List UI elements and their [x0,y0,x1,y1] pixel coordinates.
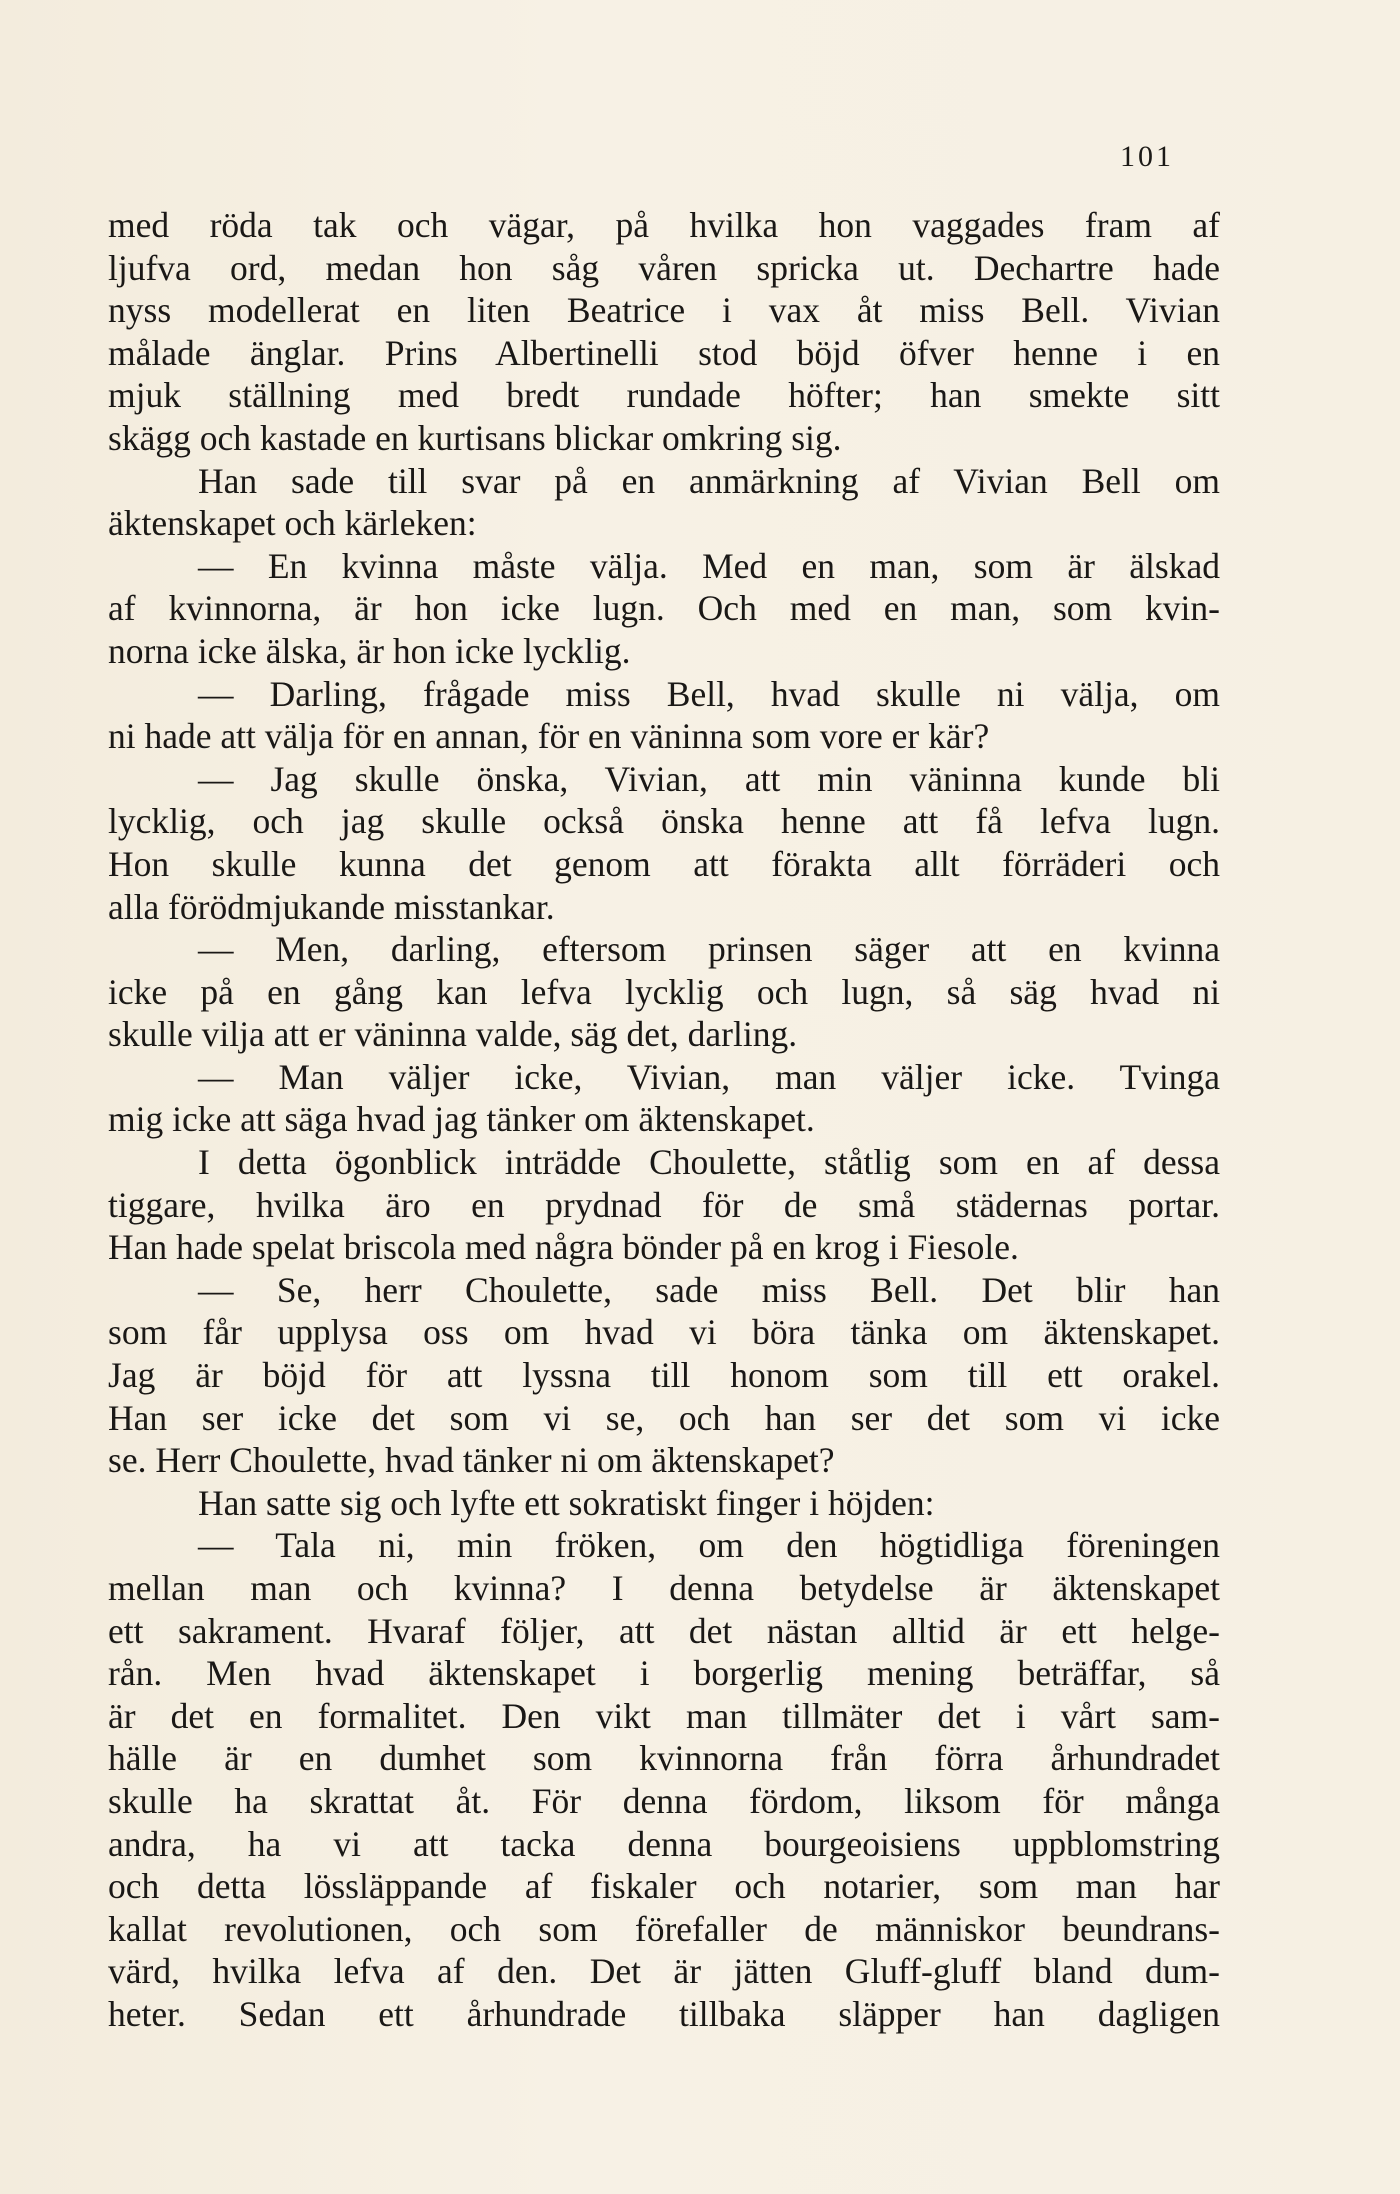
text-line: ni hade att välja för en annan, för en väninna som vore er kär? [108,716,990,757]
text-line: Jag är böjd för att lyssna till honom som till ett orakel. [108,1355,1220,1396]
text-line: kallat revolutionen, och som förefaller de människor beundrans- [108,1908,1220,1949]
text-line: alla förödmjukande misstankar. [108,886,555,927]
text-line: lycklig, och jag skulle också önska henne att få lefva lugn. [108,801,1220,842]
text-line: — En kvinna måste välja. Med en man, som är älskad [198,545,1220,586]
text-line: Han hade spelat briscola med några bönder på en krog i Fiesole. [108,1227,1019,1268]
text-line: ett sakrament. Hvaraf följer, att det nästan alltid är ett helge- [108,1610,1220,1651]
text-line: Han sade till svar på en anmärkning af Vivian Bell om [198,460,1220,501]
text-line: skulle vilja att er väninna valde, säg det, darling. [108,1014,798,1055]
text-line: är det en formalitet. Den vikt man tillmäter det i vårt sam- [108,1695,1220,1736]
text-line: skägg och kastade en kurtisans blickar omkring sig. [108,417,842,458]
body-text [108,204,1220,2036]
text-line: äktenskapet och kärleken: [108,503,477,544]
text-line: skulle ha skrattat åt. För denna fördom, liksom för många [108,1780,1220,1821]
text-line: Han ser icke det som vi se, och han ser det som vi icke [108,1397,1220,1438]
text-line: Hon skulle kunna det genom att förakta allt förräderi och [108,843,1220,884]
text-line: — Man väljer icke, Vivian, man väljer icke. Tvinga [198,1056,1220,1097]
text-line: och detta lössläppande af fiskaler och notarier, som man har [108,1866,1220,1907]
text-line: hälle är en dumhet som kvinnorna från förra århundradet [108,1738,1220,1779]
text-line: Han satte sig och lyfte ett sokratiskt finger i höjden: [198,1482,935,1523]
text-line: rån. Men hvad äktenskapet i borgerlig mening beträffar, så [108,1653,1220,1694]
text-line: af kvinnorna, är hon icke lugn. Och med en man, som kvin- [108,588,1220,629]
text-line: heter. Sedan ett århundrade tillbaka släpper han dagligen [108,1993,1220,2034]
text-line: norna icke älska, är hon icke lycklig. [108,630,631,671]
text-line: — Tala ni, min fröken, om den högtidliga föreningen [198,1525,1220,1566]
text-line: tiggare, hvilka äro en prydnad för de små städernas portar. [108,1184,1220,1225]
text-line: som får upplysa oss om hvad vi böra tänka om äktenskapet. [108,1312,1220,1353]
text-line: icke på en gång kan lefva lycklig och lugn, så säg hvad ni [108,971,1220,1012]
text-line: nyss modellerat en liten Beatrice i vax åt miss Bell. Vivian [108,290,1220,331]
text-line: med röda tak och vägar, på hvilka hon vaggades fram af [108,205,1220,245]
text-line: — Men, darling, eftersom prinsen säger att en kvinna [198,929,1220,970]
text-line: — Se, herr Choulette, sade miss Bell. Det blir han [198,1269,1220,1310]
text-line: andra, ha vi att tacka denna bourgeoisiens uppblomstring [108,1823,1220,1864]
text-line: mig icke att säga hvad jag tänker om äktenskapet. [108,1099,815,1140]
text-line: mjuk ställning med bredt rundade höfter; han smekte sitt [108,375,1220,416]
text-line: värd, hvilka lefva af den. Det är jätten Gluff-gluff bland dum- [108,1951,1220,1992]
text-line: I detta ögonblick inträdde Choulette, ståtlig som en af dessa [198,1142,1220,1183]
text-line: — Darling, frågade miss Bell, hvad skulle ni välja, om [198,673,1220,714]
text-line: målade änglar. Prins Albertinelli stod böjd öfver henne i en [108,332,1220,373]
page-number: 101 [1120,140,1174,173]
text-line: — Jag skulle önska, Vivian, att min väninna kunde bli [198,758,1220,799]
text-line: se. Herr Choulette, hvad tänker ni om äktenskapet? [108,1440,835,1481]
text-line: mellan man och kvinna? I denna betydelse är äktenskapet [108,1568,1220,1608]
text-line: ljufva ord, medan hon såg våren spricka ut. Dechartre hade [108,247,1220,288]
